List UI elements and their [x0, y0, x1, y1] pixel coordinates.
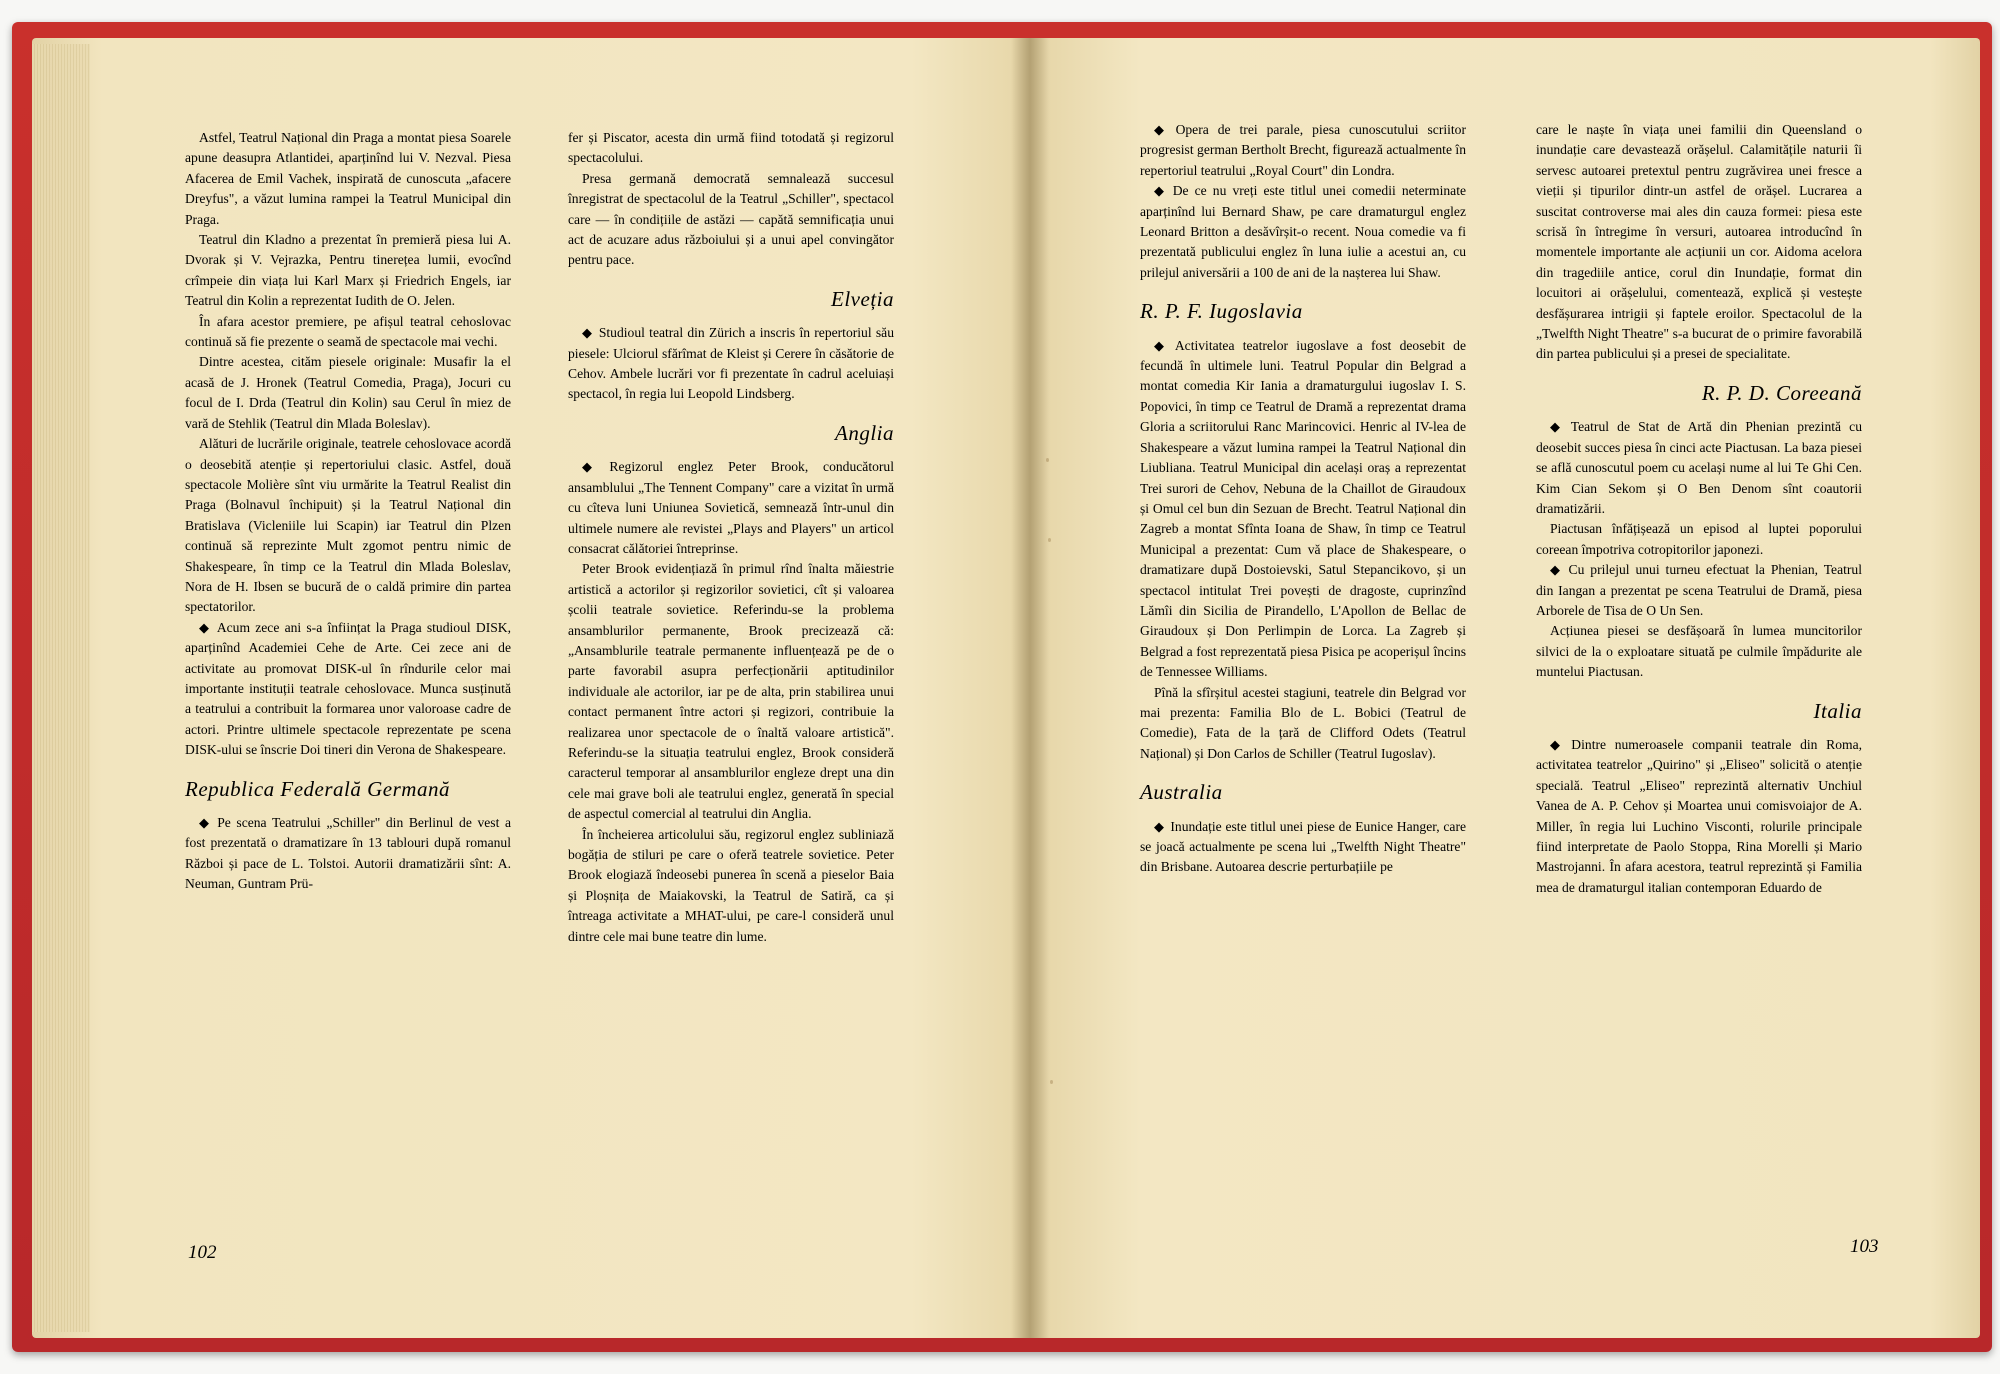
paragraph-with-bullet	[185, 618, 511, 761]
paragraph-with-bullet	[1140, 120, 1466, 181]
diamond-bullet-icon: ◆	[582, 325, 593, 341]
section-heading: Italia	[1813, 698, 1862, 723]
diamond-bullet-icon: ◆	[1154, 183, 1167, 199]
page-number: 103	[1850, 1236, 1879, 1257]
diamond-bullet-icon: ◆	[1550, 736, 1566, 752]
diamond-bullet-icon: ◆	[1550, 419, 1565, 435]
right-page-column-2	[1536, 120, 1862, 898]
paragraph: Peter Brook evidențiază în primul rînd înalta măiestrie artistică a actorilor și regizorilor sovietici, cît și valoarea școlii teatrale sovietice. Referindu-se la problema ansamblurilor permanente, Brook precizează că: „Ansamblurile teatrale permanente influențează pe de o parte favorabil asupra perfecționării aptitudinilor individuale ale actorilor, iar pe de alta, prin stabilirea unui contact permanent între actori și regizori, contribuie la realizarea unor spectacole de o înaltă valoare artistică". Referindu-se la situația teatrului englez, Brook consideră caracterul temporar al ansamblurilor engleze drept una din cele mai grave boli ale teatrului englez, generată în special de aspectul comercial al teatrului din Anglia.	[568, 561, 894, 822]
paragraph: Astfel, Teatrul Național din Praga a montat piesa Soarele apune deasupra Atlantidei, aparținînd lui V. Nezval. Piesa Afacerea de Emil Vachek, inspirată de cunoscuta „afacere Dreyfus", a văzut lumina rampei la Teatrul Municipal din Praga.	[185, 130, 511, 227]
paragraph-text: Opera de trei parale, piesa cunoscutului scriitor progresist german Bertholt Brecht, figurează actualmente în repertoriul teatrului „Royal Court" din Londra.	[1140, 122, 1466, 178]
paragraph-text: Pe scena Teatrului „Schiller" din Berlinul de vest a fost prezentată o dramatizare în 13 tablouri după romanul Război și pace de L. Tolstoi. Autorii dramatizării sînt: A. Neuman, Guntram Prü-	[185, 815, 511, 892]
paragraph-with-bullet	[1536, 735, 1862, 898]
paragraph-text: Acum zece ani s-a înființat la Praga studioul DISK, aparținînd Academiei Cehe de Arte. Cei zece ani de activitate au promovat DISK-ul în rîndurile celor mai importante instituții teatrale cehoslovace. Munca susținută a teatrului a contribuit la formarea unor valoroase cadre de actori. Printre ultimele spectacole reprezentate pe scena DISK-ului se înscrie Doi tineri din Verona de Shakespeare.	[185, 619, 511, 758]
paragraph: În afara acestor premiere, pe afișul teatral cehoslovac continuă să fie prezente o seamă de spectacole mai vechi.	[185, 313, 511, 350]
section-heading: R. P. F. Iugoslavia	[1140, 299, 1303, 324]
paragraph: care le naște în viața unei familii din Queensland o inundație care devastează orășelul. Calamitățile naturii îi servesc autoarei pretextul pentru zugrăvirea unei fresce a vieții și tipurilor dintr-un astfel de orășel. Lucrarea a suscitat controverse mai ales din cauza formei: piesa este scrisă în întregime în versuri, autoarea introducînd în momentele importante ale acțiunii un cor. Aidoma acelora din tragediile antice, corul din Inundație, format din locuitori ai orășelului, comentează, explică și vestește desfășurarea intrigii și faptele eroilor. Spectacolul de la „Twelfth Night Theatre" s-a bucurat de o primire favorabilă din partea publicului și a presei de specialitate.	[1536, 122, 1862, 362]
paragraph: Acțiunea piesei se desfășoară în lumea muncitorilor silvici de la o exploatare situată pe culmile împădurite ale muntelui Piactusan.	[1536, 623, 1862, 680]
paragraph: Piactusan înfățișează un episod al luptei poporului coreean împotriva cotropitorilor japonezi.	[1536, 521, 1862, 557]
page-edges	[32, 44, 90, 1332]
paragraph-with-bullet	[1536, 560, 1862, 621]
paragraph: Alături de lucrările originale, teatrele cehoslovace acordă o deosebită atenție și repertoriului clasic. Astfel, două spectacole Molière sînt viu urmărite la Teatrul Realist din Praga (Bolnavul închipuit) și la Teatrul Național din Bratislava (Vicleniile lui Scapin) iar Teatrul din Plzen continuă să reprezinte Mult zgomot pentru nimic de Shakespeare, în timp ce la Teatrul din Mlada Boleslav, Nora de H. Ibsen se bucură de o caldă primire din partea spectatorilor.	[185, 436, 511, 615]
paragraph-text: Teatrul de Stat de Artă din Phenian prezintă cu deosebit succes piesa în cinci acte Piactusan. La baza piesei se află cunoscutul poem cu același nume al lui Te Ghi Cen. Kim Cian Sekom și O Ben Denom sînt coautorii dramatizării.	[1536, 419, 1863, 516]
paragraph-text: De ce nu vreți este titlul unei comedii neterminate aparținînd lui Bernard Shaw, pe care dramaturgul englez Leonard Britton a desăvîrșit-o recent. Noua comedie va fi prezentată publicului englez în luna iulie a acestui an, cu prilejul aniversării a 100 de ani de la nașterea lui Shaw.	[1140, 183, 1467, 280]
paragraph-with-bullet	[568, 323, 894, 405]
paragraph-with-bullet	[1140, 336, 1466, 683]
paragraph-text: Cu prilejul unui turneu efectuat la Phenian, Teatrul din Iangan a prezentat pe scena Teatrului de Dramă, piesa Arborele de Tisa de O Un Sen.	[1536, 562, 1862, 618]
paragraph-with-bullet	[1140, 181, 1466, 283]
diamond-bullet-icon: ◆	[582, 459, 604, 475]
paragraph-text: Studioul teatral din Zürich a inscris în repertoriul său piesele: Ulciorul sfărîmat de Kleist și Cerere în căsătorie de Cehov. Ambele lucrări vor fi prezentate în cadrul aceluiași spectacol, în regia lui Leopold Lindsberg.	[568, 325, 894, 402]
left-page-column-1	[185, 128, 511, 895]
paragraph: Pînă la sfîrșitul acestei stagiuni, teatrele din Belgrad vor mai prezenta: Familia Blo de L. Bobici (Teatrul de Comedie), Fata de la țară de Clifford Odets (Teatrul Național) și Don Carlos de Schiller (Teatrul Iugoslav).	[1140, 684, 1466, 761]
paragraph-with-bullet	[185, 813, 511, 895]
section-heading: R. P. D. Coreeană	[1701, 380, 1862, 405]
paragraph-text: Regizorul englez Peter Brook, conducătorul ansamblului „The Tennent Company" care a vizitat în urmă cu cîteva luni Uniunea Sovietică, semnează într-unul din ultimele numere ale revistei „Plays and Players" un articol consacrat călătoriei întreprinse.	[568, 459, 895, 556]
paper-speck	[1048, 538, 1051, 542]
section-heading: Anglia	[835, 420, 894, 445]
diamond-bullet-icon: ◆	[1550, 562, 1563, 578]
paper-speck	[1050, 1080, 1053, 1084]
diamond-bullet-icon: ◆	[1154, 337, 1169, 353]
section-heading: Republica Federală Germană	[185, 776, 450, 801]
diamond-bullet-icon: ◆	[1154, 818, 1165, 834]
paragraph: Dintre acestea, cităm piesele originale: Musafir la el acasă de J. Hronek (Teatrul Comedia, Praga), Jocuri cu focul de I. Drda (Teatrul din Kolin) sau Cerul în miez de vară de Stehlik (Teatrul din Mlada Boleslav).	[185, 354, 511, 431]
paragraph: fer și Piscator, acesta din urmă fiind totodată și regizorul spectacolului.	[568, 130, 894, 166]
page-number: 102	[188, 1242, 217, 1263]
paragraph-with-bullet	[1536, 417, 1862, 519]
paper-speck	[1046, 458, 1049, 462]
diamond-bullet-icon: ◆	[1154, 122, 1170, 137]
paragraph-text: Activitatea teatrelor iugoslave a fost deosebit de fecundă în ultimele luni. Teatrul Popular din Belgrad a montat comedia Kir Iania a dramaturgului iugoslav I. S. Popovici, în timp ce Teatrul de Dramă a reprezentat drama Gloria a scriitorului Ranc Marincovici. Henric al IV-lea de Shakespeare a văzut lumina rampei la Teatrul Național din Liubliana. Teatrul Municipal din același oraș a reprezentat Trei surori de Cehov, Nebuna de la Chaillot de Giraudoux și Omul cel bun din Sezuan de Brecht. Teatrul Național din Zagreb a montat Sfînta Ioana de Shaw, în timp ce Teatrul Municipal a prezentat: Cum vă place de Shakespeare, o dramatizare după Dostoievski, Satul Stepancikovo, și un spectacol intitulat Trei povești de dragoste, cuprinzînd Lămîi din Sicilia de Pirandello, L'Apollon de Bellac de Giraudoux și Don Perlimpin de Lorca. La Zagreb și Belgrad a fost reprezentată piesa Pisica pe acoperișul încins de Tennessee Williams.	[1140, 337, 1466, 680]
paragraph-text: Inundație este titlul unei piese de Eunice Hanger, care se joacă actualmente pe scena lui „Twelfth Night Theatre" din Brisbane. Autoarea descrie perturbațiile pe	[1140, 818, 1467, 875]
left-page-column-2	[568, 128, 894, 947]
section-heading: Australia	[1140, 780, 1223, 805]
paragraph-text: Dintre numeroasele companii teatrale din Roma, activitatea teatrelor „Quirino" și „Eliseo" solicită o atenție specială. Teatrul „Eliseo" reprezintă alternativ Unchiul Vanea de A. P. Cehov și Moartea unui comisvoiajor de A. Miller, în regia lui Luchino Visconti, rolurile principale fiind interpretate de Paolo Stoppa, Rina Morelli și Mario Mastrojanni. În afara acestora, teatrul reprezintă și Familia mea de dramaturgul italian contemporan Eduardo de	[1536, 736, 1862, 895]
paragraph: În încheierea articolului său, regizorul englez subliniază bogăția de stiluri pe care o oferă teatrele sovietice. Peter Brook elogiază îndeosebi punerea în scenă a pieselor Baia și Ploșnița de Maiakovski, la Teatrul de Satiră, ca și întreaga activitate a MHAT-ului, pe care-l consideră unul dintre cele mai bune teatre din lume.	[568, 826, 894, 944]
paragraph: Presa germană democrată semnalează succesul înregistrat de spectacolul de la Teatrul „Schiller", spectacol care — în condițiile de astăzi — capătă semnificația unui act de acuzare adus războiului și a unui apel convingător pentru pace.	[568, 170, 894, 268]
paragraph-with-bullet	[568, 457, 894, 559]
diamond-bullet-icon: ◆	[199, 619, 211, 635]
section-heading: Elveția	[831, 286, 894, 311]
paragraph: Teatrul din Kladno a prezentat în premieră piesa lui A. Dvorak și V. Vejrazka, Pentru tinerețea lumii, evocînd crîmpeie din viața lui Karl Marx și Friedrich Engels, iar Teatrul din Kolin a reprezentat Iudith de O. Jelen.	[185, 232, 511, 309]
book-spine	[1010, 38, 1050, 1338]
paragraph-with-bullet	[1140, 817, 1466, 878]
right-page-column-1	[1140, 120, 1466, 878]
diamond-bullet-icon: ◆	[199, 815, 212, 830]
